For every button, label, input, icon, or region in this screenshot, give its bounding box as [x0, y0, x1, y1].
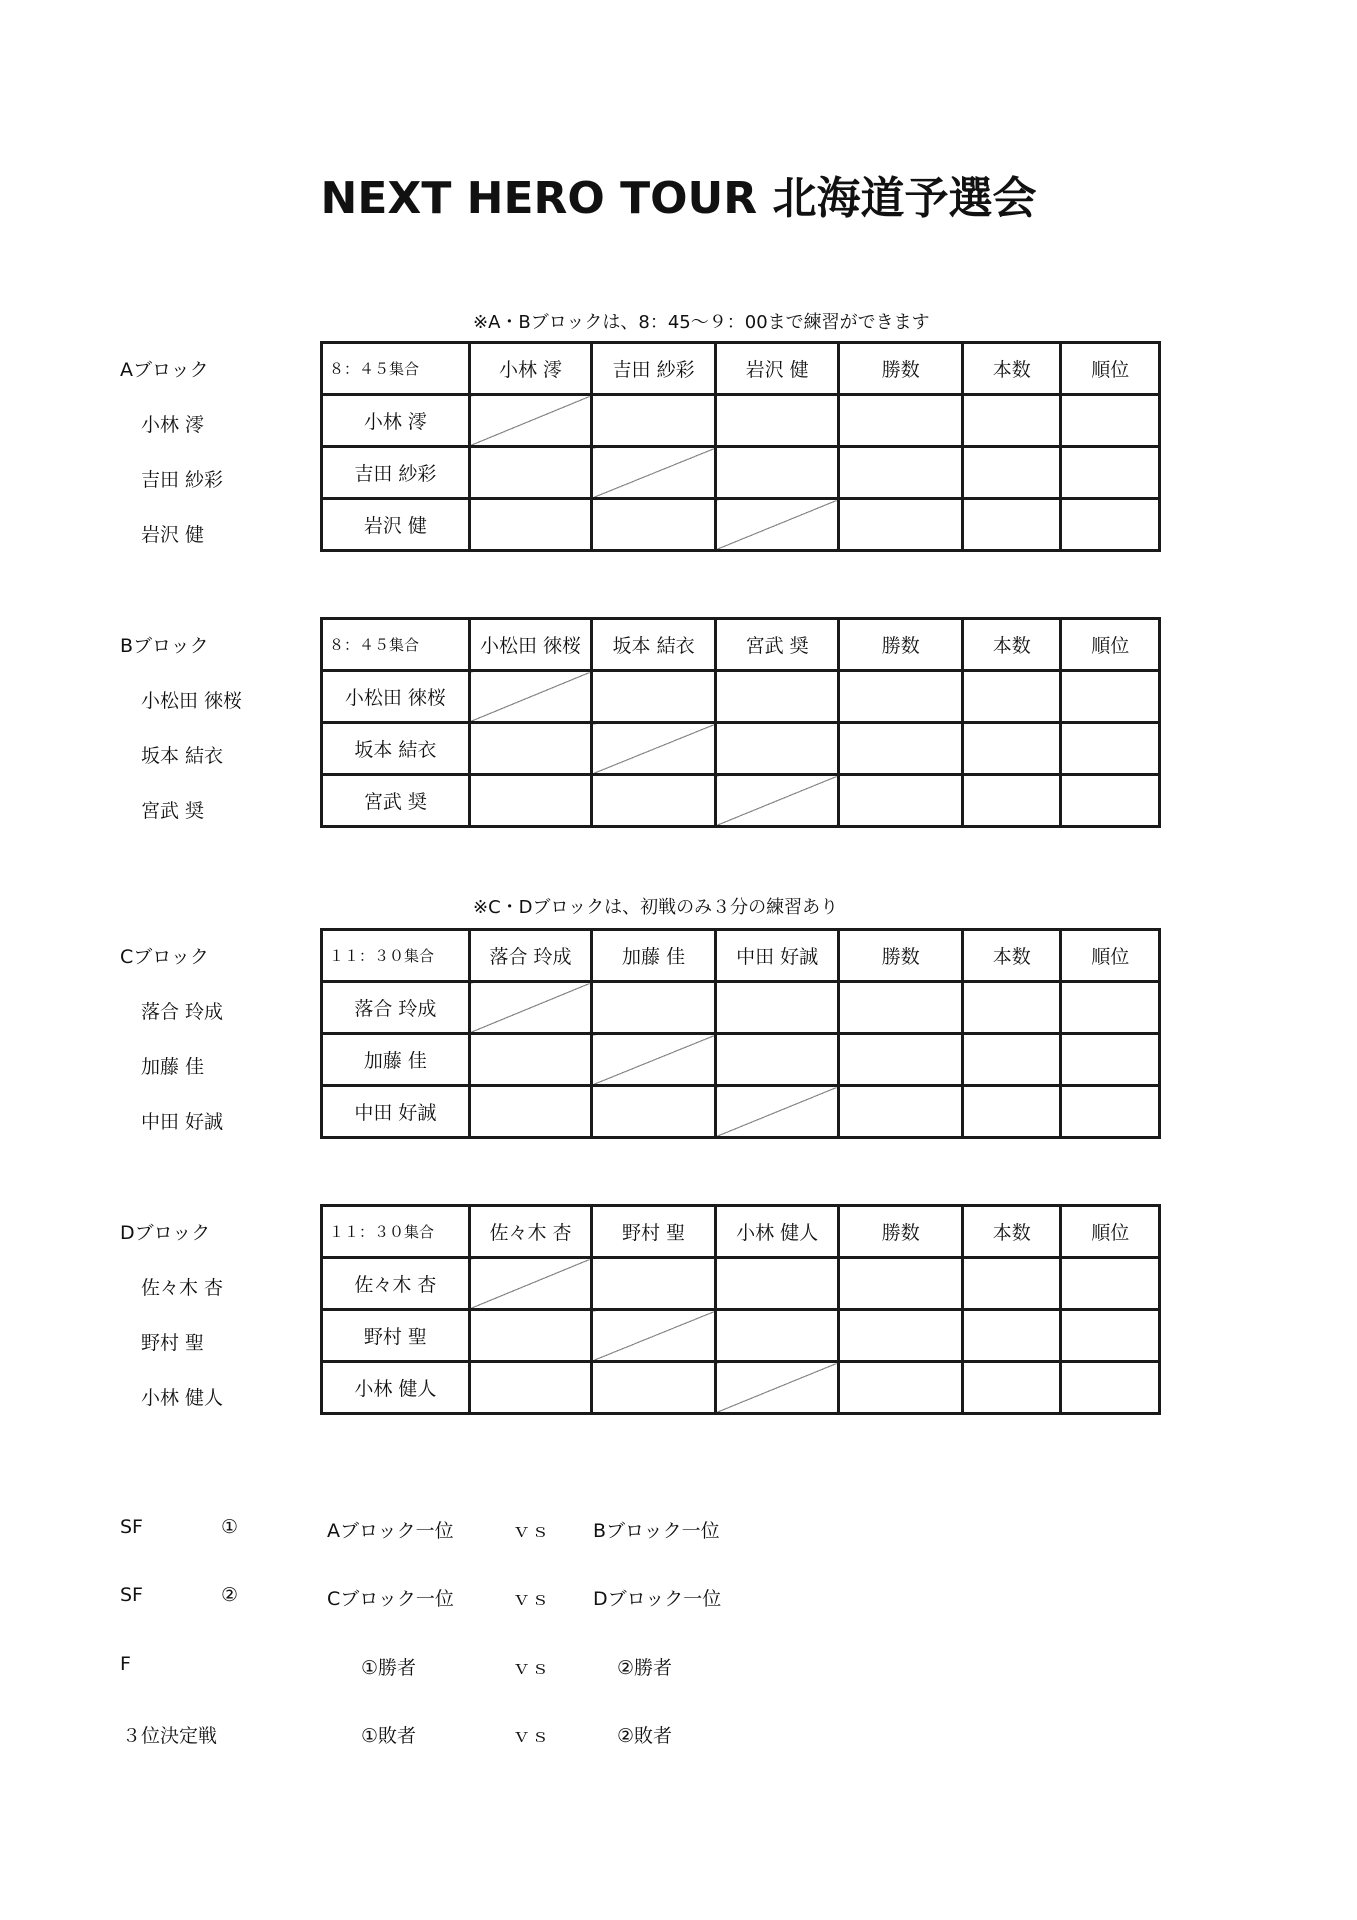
result-cell — [592, 499, 716, 551]
match-right: ②敗者 — [617, 1725, 673, 1747]
result-cell — [715, 982, 839, 1034]
table-row — [322, 1362, 1160, 1414]
opponent-header: 落合 玲成 — [469, 930, 592, 982]
match-vs: ｖｓ — [512, 1588, 551, 1610]
self-match-cell — [592, 1034, 716, 1086]
self-match-cell — [469, 1258, 592, 1310]
rank-cell — [1061, 1086, 1160, 1138]
points-cell — [963, 775, 1061, 827]
rank-header: 順位 — [1061, 343, 1160, 395]
result-cell — [469, 447, 592, 499]
round-robin-table — [320, 341, 1161, 552]
row-player: 小林 健人 — [322, 1362, 470, 1414]
rank-cell — [1061, 1310, 1160, 1362]
player-name: 加藤 佳 — [141, 1056, 205, 1078]
result-cell — [592, 671, 716, 723]
self-match-cell — [715, 775, 839, 827]
row-player: 中田 好誠 — [322, 1086, 470, 1138]
rank-cell — [1061, 775, 1160, 827]
player-name: 落合 玲成 — [141, 1001, 224, 1023]
match-vs: ｖｓ — [512, 1520, 551, 1542]
points-cell — [963, 1310, 1061, 1362]
round-label: F — [120, 1653, 131, 1675]
table-row — [322, 1310, 1160, 1362]
block-label: Cブロック — [120, 946, 209, 968]
match-left: ①敗者 — [361, 1725, 417, 1747]
wins-cell — [839, 1310, 963, 1362]
table-header-row — [322, 619, 1160, 671]
self-match-cell — [469, 395, 592, 447]
wins-cell — [839, 499, 963, 551]
rank-cell — [1061, 982, 1160, 1034]
round-label: SF — [120, 1516, 143, 1538]
wins-cell — [839, 723, 963, 775]
points-cell — [963, 1086, 1061, 1138]
wins-cell — [839, 1258, 963, 1310]
self-match-cell — [592, 447, 716, 499]
points-cell — [963, 1034, 1061, 1086]
row-player: 吉田 紗彩 — [322, 447, 470, 499]
table-row — [322, 775, 1160, 827]
row-player: 宮武 奨 — [322, 775, 470, 827]
table-row — [322, 1086, 1160, 1138]
row-player: 小松田 徠桜 — [322, 671, 470, 723]
round-robin-table — [320, 617, 1161, 828]
page-title: NEXT HERO TOUR 北海道予選会 — [320, 173, 1037, 224]
wins-header: 勝数 — [839, 619, 963, 671]
wins-cell — [839, 671, 963, 723]
note-ab-practice: ※A・Bブロックは、8：45～９：00まで練習ができます — [473, 312, 930, 333]
opponent-header: 佐々木 杏 — [469, 1206, 592, 1258]
row-player: 野村 聖 — [322, 1310, 470, 1362]
wins-header: 勝数 — [839, 930, 963, 982]
table-header-row — [322, 343, 1160, 395]
opponent-header: 小林 健人 — [715, 1206, 839, 1258]
result-cell — [469, 1310, 592, 1362]
opponent-header: 坂本 結衣 — [592, 619, 716, 671]
wins-cell — [839, 1362, 963, 1414]
round-robin-table — [320, 1204, 1161, 1415]
table-header-row — [322, 1206, 1160, 1258]
wins-cell — [839, 1034, 963, 1086]
result-cell — [592, 395, 716, 447]
round-label: ３位決定戦 — [122, 1725, 218, 1747]
result-cell — [715, 1258, 839, 1310]
wins-cell — [839, 395, 963, 447]
points-cell — [963, 1258, 1061, 1310]
meeting-time: ８：４５集合 — [322, 619, 470, 671]
self-match-cell — [715, 1362, 839, 1414]
opponent-header: 小林 澪 — [469, 343, 592, 395]
rank-cell — [1061, 447, 1160, 499]
wins-cell — [839, 982, 963, 1034]
meeting-time: １１：３０集合 — [322, 1206, 470, 1258]
result-cell — [592, 982, 716, 1034]
self-match-cell — [592, 1310, 716, 1362]
result-cell — [469, 1362, 592, 1414]
points-cell — [963, 499, 1061, 551]
rank-cell — [1061, 671, 1160, 723]
points-header: 本数 — [963, 930, 1061, 982]
wins-cell — [839, 775, 963, 827]
match-left: ①勝者 — [361, 1657, 417, 1679]
wins-cell — [839, 447, 963, 499]
round-label: SF — [120, 1584, 143, 1606]
note-cd-practice: ※C・Dブロックは、初戦のみ３分の練習あり — [473, 897, 839, 918]
points-header: 本数 — [963, 343, 1061, 395]
table-row — [322, 1034, 1160, 1086]
result-cell — [715, 1034, 839, 1086]
player-name: 岩沢 健 — [141, 524, 205, 546]
table-header-row — [322, 930, 1160, 982]
table-row — [322, 723, 1160, 775]
row-player: 小林 澪 — [322, 395, 470, 447]
match-right: Dブロック一位 — [593, 1588, 722, 1610]
meeting-time: ８：４５集合 — [322, 343, 470, 395]
rank-cell — [1061, 723, 1160, 775]
result-cell — [715, 447, 839, 499]
match-right: ②勝者 — [617, 1657, 673, 1679]
points-cell — [963, 723, 1061, 775]
match-left: Aブロック一位 — [327, 1520, 454, 1542]
row-player: 坂本 結衣 — [322, 723, 470, 775]
player-name: 坂本 結衣 — [141, 745, 224, 767]
opponent-header: 小松田 徠桜 — [469, 619, 592, 671]
self-match-cell — [469, 982, 592, 1034]
rank-cell — [1061, 1362, 1160, 1414]
table-row — [322, 395, 1160, 447]
result-cell — [715, 671, 839, 723]
table-row — [322, 499, 1160, 551]
player-name: 小林 澪 — [141, 414, 205, 436]
rank-cell — [1061, 499, 1160, 551]
table-row — [322, 1258, 1160, 1310]
wins-header: 勝数 — [839, 1206, 963, 1258]
table-row — [322, 671, 1160, 723]
self-match-cell — [715, 499, 839, 551]
row-player: 落合 玲成 — [322, 982, 470, 1034]
match-left: Cブロック一位 — [327, 1588, 454, 1610]
match-vs: ｖｓ — [512, 1725, 551, 1747]
self-match-cell — [469, 671, 592, 723]
block-label: Bブロック — [120, 635, 209, 657]
round-robin-table — [320, 928, 1161, 1139]
opponent-header: 岩沢 健 — [715, 343, 839, 395]
rank-cell — [1061, 1034, 1160, 1086]
result-cell — [715, 1310, 839, 1362]
row-player: 加藤 佳 — [322, 1034, 470, 1086]
player-name: 佐々木 杏 — [141, 1277, 224, 1299]
result-cell — [469, 1086, 592, 1138]
points-cell — [963, 1362, 1061, 1414]
wins-header: 勝数 — [839, 343, 963, 395]
points-cell — [963, 982, 1061, 1034]
opponent-header: 宮武 奨 — [715, 619, 839, 671]
result-cell — [592, 1258, 716, 1310]
result-cell — [469, 723, 592, 775]
result-cell — [715, 723, 839, 775]
block-label: Aブロック — [120, 359, 209, 381]
rank-header: 順位 — [1061, 619, 1160, 671]
rank-header: 順位 — [1061, 1206, 1160, 1258]
result-cell — [469, 499, 592, 551]
player-name: 小林 健人 — [141, 1387, 224, 1409]
match-vs: ｖｓ — [512, 1657, 551, 1679]
result-cell — [592, 775, 716, 827]
result-cell — [715, 395, 839, 447]
player-name: 野村 聖 — [141, 1332, 205, 1354]
points-header: 本数 — [963, 619, 1061, 671]
row-player: 岩沢 健 — [322, 499, 470, 551]
match-number: ② — [221, 1584, 239, 1606]
match-right: Bブロック一位 — [593, 1520, 720, 1542]
points-cell — [963, 671, 1061, 723]
table-row — [322, 447, 1160, 499]
opponent-header: 野村 聖 — [592, 1206, 716, 1258]
opponent-header: 吉田 紗彩 — [592, 343, 716, 395]
block-label: Dブロック — [120, 1222, 211, 1244]
opponent-header: 中田 好誠 — [715, 930, 839, 982]
player-name: 中田 好誠 — [141, 1111, 224, 1133]
result-cell — [592, 1086, 716, 1138]
self-match-cell — [592, 723, 716, 775]
rank-header: 順位 — [1061, 930, 1160, 982]
table-row — [322, 982, 1160, 1034]
self-match-cell — [715, 1086, 839, 1138]
player-name: 吉田 紗彩 — [141, 469, 224, 491]
opponent-header: 加藤 佳 — [592, 930, 716, 982]
meeting-time: １１：３０集合 — [322, 930, 470, 982]
wins-cell — [839, 1086, 963, 1138]
points-cell — [963, 447, 1061, 499]
points-header: 本数 — [963, 1206, 1061, 1258]
rank-cell — [1061, 1258, 1160, 1310]
result-cell — [469, 1034, 592, 1086]
player-name: 宮武 奨 — [141, 800, 205, 822]
match-number: ① — [221, 1516, 239, 1538]
result-cell — [469, 775, 592, 827]
points-cell — [963, 395, 1061, 447]
rank-cell — [1061, 395, 1160, 447]
result-cell — [592, 1362, 716, 1414]
row-player: 佐々木 杏 — [322, 1258, 470, 1310]
player-name: 小松田 徠桜 — [141, 690, 243, 712]
